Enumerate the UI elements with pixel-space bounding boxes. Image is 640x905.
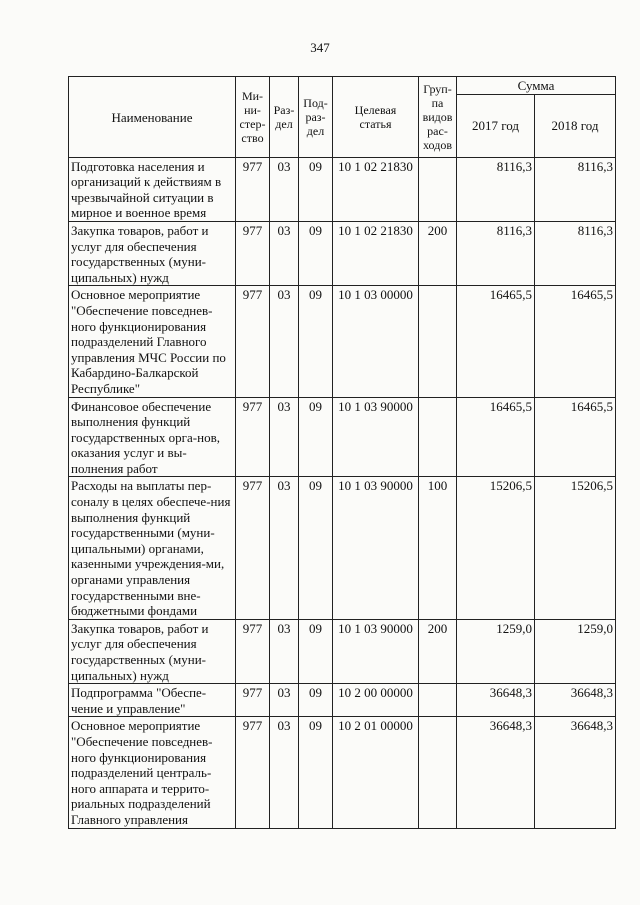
header-subsection: Под- раз- дел	[299, 77, 333, 158]
row-section: 03	[270, 717, 299, 828]
row-section: 03	[270, 684, 299, 717]
row-expense-group	[419, 717, 457, 828]
row-target: 10 1 03 90000	[333, 477, 419, 619]
row-sum-2018: 1259,0	[535, 619, 616, 683]
row-ministry: 977	[236, 684, 270, 717]
row-target: 10 2 00 00000	[333, 684, 419, 717]
row-target: 10 1 03 90000	[333, 397, 419, 477]
row-sum-2017: 36648,3	[457, 684, 535, 717]
table-row	[69, 157, 616, 221]
header-ministry: Ми- ни- стер- ство	[236, 77, 270, 158]
header-year-2018: 2018 год	[535, 94, 616, 157]
header-target: Целевая статья	[333, 77, 419, 158]
header-section: Раз- дел	[270, 77, 299, 158]
table-row	[69, 717, 616, 828]
row-name: Закупка товаров, работ и услуг для обеспечения государственных (муни-ципальных) нужд	[69, 619, 236, 683]
table-row	[69, 619, 616, 683]
row-sum-2017: 16465,5	[457, 397, 535, 477]
row-section: 03	[270, 477, 299, 619]
row-ministry: 977	[236, 477, 270, 619]
row-target: 10 1 03 90000	[333, 619, 419, 683]
row-name: Основное мероприятие "Обеспечение повседнев-ного функционирования подразделений Главного управления МЧС России по Кабардино-Балкарской Республике"	[69, 286, 236, 397]
row-subsection: 09	[299, 619, 333, 683]
row-section: 03	[270, 221, 299, 285]
row-sum-2017: 8116,3	[457, 221, 535, 285]
header-year-2017: 2017 год	[457, 94, 535, 157]
row-section: 03	[270, 397, 299, 477]
row-subsection: 09	[299, 717, 333, 828]
table-row	[69, 477, 616, 619]
row-name: Финансовое обеспечение выполнения функций государственных орга-нов, оказания услуг и вы-полнения работ	[69, 397, 236, 477]
row-subsection: 09	[299, 157, 333, 221]
row-expense-group: 200	[419, 619, 457, 683]
row-sum-2017: 15206,5	[457, 477, 535, 619]
page-number: 347	[310, 40, 330, 55]
row-section: 03	[270, 157, 299, 221]
row-sum-2018: 8116,3	[535, 157, 616, 221]
row-section: 03	[270, 286, 299, 397]
row-name: Подпрограмма "Обеспе-чение и управление"	[69, 684, 236, 717]
row-sum-2017: 1259,0	[457, 619, 535, 683]
row-subsection: 09	[299, 221, 333, 285]
row-sum-2017: 8116,3	[457, 157, 535, 221]
row-subsection: 09	[299, 286, 333, 397]
header-sum: Сумма	[457, 77, 616, 95]
row-ministry: 977	[236, 619, 270, 683]
row-ministry: 977	[236, 221, 270, 285]
row-expense-group	[419, 684, 457, 717]
row-sum-2018: 8116,3	[535, 221, 616, 285]
row-name: Подготовка населения и организаций к действиям в чрезвычайной ситуации в мирное и военное время	[69, 157, 236, 221]
row-ministry: 977	[236, 397, 270, 477]
row-target: 10 1 02 21830	[333, 221, 419, 285]
row-expense-group: 100	[419, 477, 457, 619]
table-row	[69, 221, 616, 285]
row-expense-group	[419, 157, 457, 221]
table-row	[69, 684, 616, 717]
row-target: 10 1 02 21830	[333, 157, 419, 221]
row-target: 10 2 01 00000	[333, 717, 419, 828]
budget-table	[68, 76, 616, 829]
row-ministry: 977	[236, 717, 270, 828]
table-row	[69, 397, 616, 477]
row-name: Основное мероприятие "Обеспечение повседнев-ного функционирования подразделений централь-ного аппарата и террито-риальных подразделений Главного управления	[69, 717, 236, 828]
row-section: 03	[270, 619, 299, 683]
header-expense-group: Груп- па видов рас- ходов	[419, 77, 457, 158]
row-subsection: 09	[299, 477, 333, 619]
row-target: 10 1 03 00000	[333, 286, 419, 397]
row-sum-2018: 16465,5	[535, 397, 616, 477]
header-name: Наименование	[69, 77, 236, 158]
row-ministry: 977	[236, 157, 270, 221]
row-subsection: 09	[299, 397, 333, 477]
row-name: Закупка товаров, работ и услуг для обеспечения государственных (муни-ципальных) нужд	[69, 221, 236, 285]
row-sum-2017: 36648,3	[457, 717, 535, 828]
row-sum-2018: 15206,5	[535, 477, 616, 619]
row-expense-group	[419, 286, 457, 397]
row-ministry: 977	[236, 286, 270, 397]
row-expense-group	[419, 397, 457, 477]
row-sum-2017: 16465,5	[457, 286, 535, 397]
row-sum-2018: 36648,3	[535, 717, 616, 828]
row-sum-2018: 36648,3	[535, 684, 616, 717]
table-row	[69, 286, 616, 397]
row-name: Расходы на выплаты пер-соналу в целях обеспече-ния выполнения функций государственными (муни-ципальными) органами, казенными учреждения-ми, органами управления государственными вне-бюджетными фондами	[69, 477, 236, 619]
row-subsection: 09	[299, 684, 333, 717]
row-sum-2018: 16465,5	[535, 286, 616, 397]
row-expense-group: 200	[419, 221, 457, 285]
